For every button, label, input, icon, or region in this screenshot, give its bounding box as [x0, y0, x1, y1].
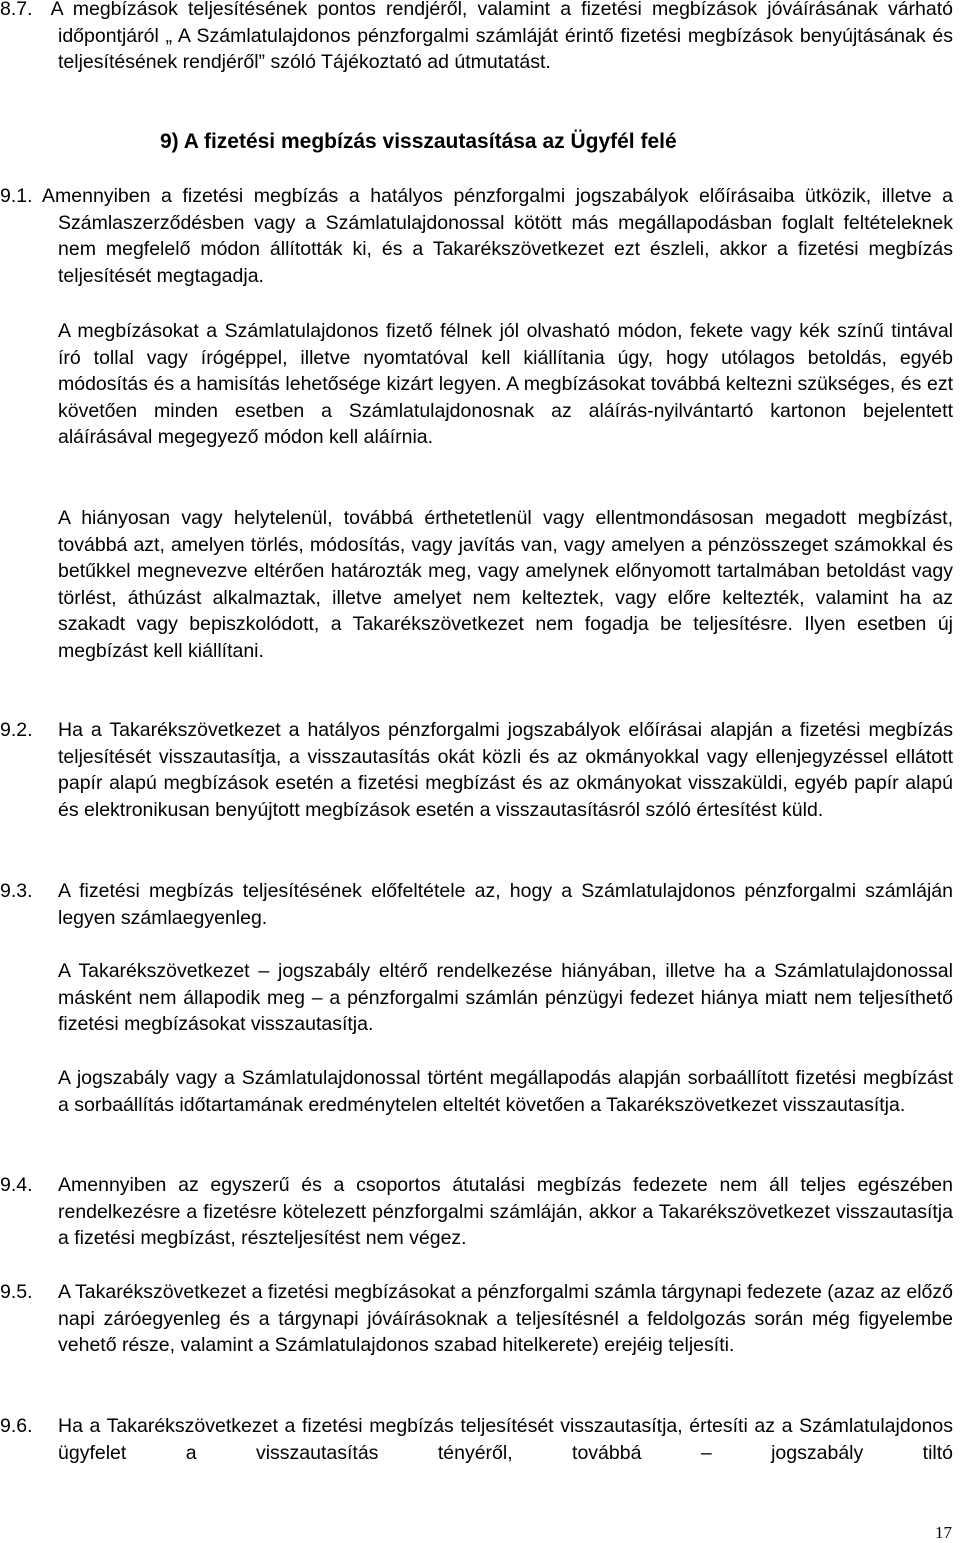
section-number-9-3: 9.3. — [0, 880, 33, 902]
paragraph-8-7 — [0, 0, 953, 76]
paragraph-9-3-3: A jogszabály vagy a Számlatulajdonossal történt megállapodás alapján sorbaállított fizetési megbízást a sorbaállítás időtartamának eredménytelen elteltét követően a Takarékszövetkezet visszautasítja. — [58, 1067, 953, 1116]
paragraph-9-1-text: Amennyiben a fizetési megbízás a hatályos pénzforgalmi jogszabályok előírásaiba ütközik, illetve a Számlaszerződésben vagy a Számlatulajdonossal kötött más megállapodásban foglalt feltételeknek nem megfelelő módon állították ki, és a Takarékszövetkezet ezt észleli, akkor a fizetési megbízás teljesítését megtagadja. — [42, 185, 954, 287]
paragraph-9-1-3: A hiányosan vagy helytelenül, továbbá érthetetlenül vagy ellentmondásosan megadott megbízást, továbbá azt, amelyen törlés, módosítás, vagy javítás van, vagy amelyen a pénzösszeget számokkal és betűkkel megnevezve eltérően határozták meg, vagy amelynek előnyomott tartalmában betoldást vagy törlést, áthúzást alkalmaztak, illetve amelyet nem kelteztek, vagy előre keltezték, valamint ha az szakadt vagy bepiszkolódott, a Takarékszövetkezet nem fogadja be teljesítésre. Ilyen esetben új megbízást kell kiállítani. — [58, 507, 953, 662]
section-number-9-1: 9.1. — [0, 185, 33, 207]
section-number-8-7: 8.7. — [0, 0, 33, 20]
section-number-9-4: 9.4. — [0, 1174, 33, 1196]
paragraph-9-3: A fizetési megbízás teljesítésének előfeltétele az, hogy a Számlatulajdonos pénzforgalmi számláján legyen számlaegyenleg. — [58, 880, 953, 929]
paragraph-9-6: Ha a Takarékszövetkezet a fizetési megbízás teljesítését visszautasítja, értesíti az a Számlatulajdonos ügyfelet a visszautasítás tényéről, továbbá – jogszabály tiltó — [58, 1415, 953, 1464]
section-heading-9: 9) A fizetési megbízás visszautasítása az Ügyfél felé — [160, 130, 677, 153]
paragraph-9-1-2: A megbízásokat a Számlatulajdonos fizető félnek jól olvasható módon, fekete vagy kék színű tintával író tollal vagy írógéppel, illetve nyomtatóval kell kiállítania úgy, hogy utólagos betoldás, egyéb módosítás és a hamisítás lehetősége kizárt legyen. A megbízásokat továbbá keltezni szükséges, és ezt követően minden esetben a Számlatulajdonosnak az aláírás-nyilvántartó kartonon bejelentett aláírásával megegyező módon kell aláírnia. — [58, 320, 953, 448]
paragraph-8-7-text: A megbízások teljesítésének pontos rendjéről, valamint a fizetési megbízások jóváírásának várható időpontjáról „ A Számlatulajdonos pénzforgalmi számláját érintő fizetési megbízások benyújtásának és teljesítésének rendjéről” szóló Tájékoztató ad útmutatást. — [50, 0, 953, 73]
paragraph-9-1 — [0, 183, 953, 289]
paragraph-9-4: Amennyiben az egyszerű és a csoportos átutalási megbízás fedezete nem áll teljes egészében rendelkezésre a fizetésre kötelezett pénzforgalmi számláján, akkor a Takarékszövetkezet visszautasítja a fizetési megbízást, részteljesítést nem végez. — [58, 1174, 953, 1249]
section-number-9-6: 9.6. — [0, 1415, 33, 1437]
paragraph-9-5: A Takarékszövetkezet a fizetési megbízásokat a pénzforgalmi számla tárgynapi fedezete (azaz az előző napi záróegyenleg és a tárgynapi jóváírásoknak a teljesítésnél a feldolgozás során még figyelembe vehető része, valamint a Számlatulajdonos szabad hitelkerete) erejéig teljesíti. — [58, 1281, 953, 1356]
section-number-9-5: 9.5. — [0, 1281, 33, 1303]
section-number-9-2: 9.2. — [0, 719, 33, 741]
page-number: 17 — [935, 1523, 952, 1542]
paragraph-9-2: Ha a Takarékszövetkezet a hatályos pénzforgalmi jogszabályok előírásai alapján a fizetési megbízás teljesítését visszautasítja, a visszautasítás okát közli és az okmányokkal vagy ellenjegyzéssel ellátott papír alapú megbízások esetén a fizetési megbízást és az okmányokat visszaküldi, egyéb papír alapú és elektronikusan benyújtott megbízások esetén a visszautasításról szóló értesítést küld. — [58, 719, 953, 821]
paragraph-9-3-2: A Takarékszövetkezet – jogszabály eltérő rendelkezése hiányában, illetve ha a Számlatulajdonossal másként nem állapodik meg – a pénzforgalmi számlán pénzügyi fedezet hiánya miatt nem teljesíthető fizetési megbízásokat visszautasítja. — [58, 960, 953, 1035]
